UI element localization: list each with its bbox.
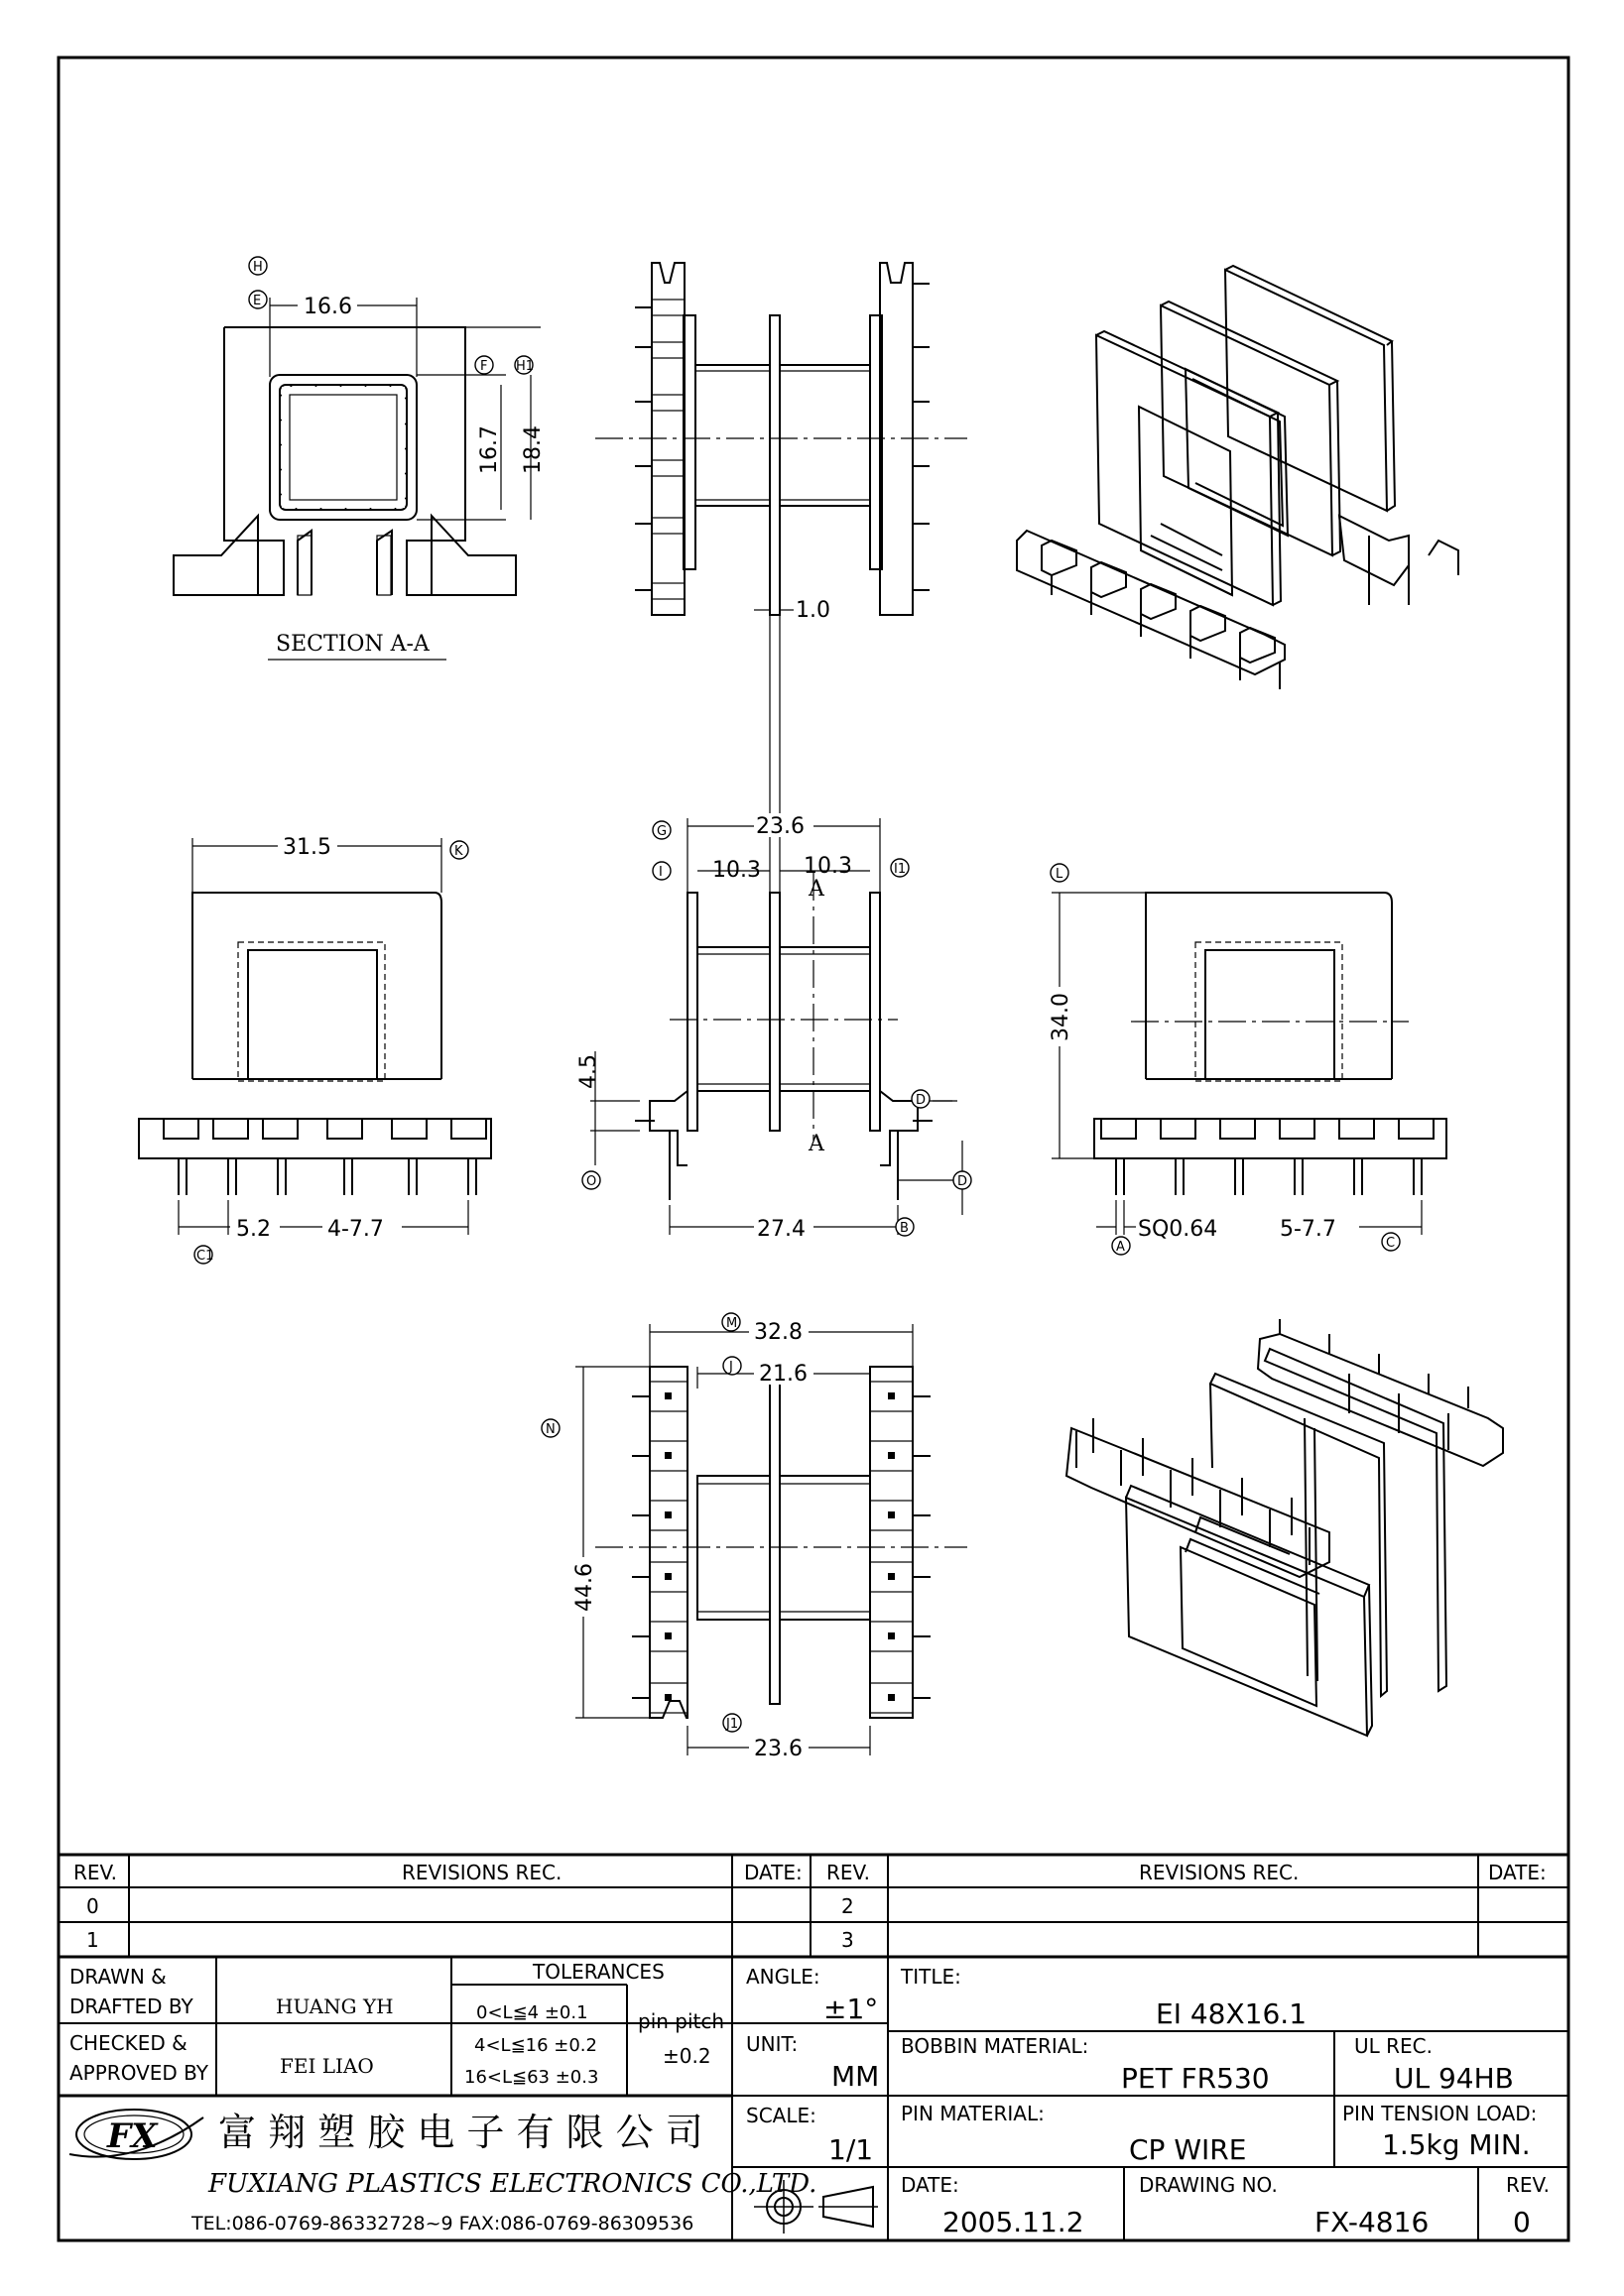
- marker-j1: J1: [726, 1717, 739, 1732]
- angle-value: ±1°: [823, 1993, 879, 2025]
- section-a-top: A: [809, 877, 824, 902]
- company-logo: [69, 2110, 203, 2159]
- front-view-center: [576, 813, 971, 1242]
- checked-by-value: FEI LIAO: [280, 2054, 374, 2078]
- checked-label-1: CHECKED &: [69, 2031, 187, 2055]
- marker-g: G: [657, 824, 668, 839]
- drawn-label-1: DRAWN &: [69, 1965, 167, 1989]
- front-center-overall-dim: 23.6: [756, 814, 805, 839]
- marker-m: M: [726, 1316, 738, 1331]
- pin-pitch-label: pin pitch: [638, 2009, 725, 2033]
- flange-dim: 1.0: [796, 598, 830, 623]
- isometric-bottom: [1066, 1319, 1503, 1736]
- front-center-pin-span-dim: 27.4: [757, 1217, 806, 1242]
- section-title: SECTION A-A: [276, 632, 430, 657]
- pin-material-value: CP WIRE: [1129, 2133, 1247, 2166]
- bottom-inner-dim: 21.6: [759, 1362, 808, 1387]
- drawn-label-2: DRAFTED BY: [69, 1994, 193, 2018]
- tolerances-label: TOLERANCES: [533, 1960, 665, 1984]
- marker-c: C: [1386, 1236, 1396, 1251]
- date-label: DATE:: [901, 2173, 959, 2197]
- side-view-top: [595, 263, 967, 1041]
- marker-c1: C1: [196, 1249, 214, 1264]
- marker-e: E: [253, 294, 262, 308]
- scale-value: 1/1: [828, 2133, 874, 2166]
- marker-j: J: [729, 1360, 733, 1375]
- front-view-left: [139, 833, 491, 1264]
- tolerance-row-2: 4<L≦16 ±0.2: [474, 2035, 597, 2056]
- logo-text: FX: [107, 2116, 158, 2156]
- angle-label: ANGLE:: [746, 1965, 820, 1989]
- rev-row-1: 1: [86, 1928, 99, 1952]
- drawing-no-value: FX-4816: [1314, 2206, 1430, 2238]
- front-right-spacing-dim: 5-7.7: [1280, 1217, 1336, 1242]
- front-center-base-dim: 4.5: [576, 1054, 601, 1089]
- rev-row-0: 0: [86, 1894, 99, 1918]
- rev-row-3: 3: [841, 1928, 854, 1952]
- bottom-height-dim: 44.6: [572, 1563, 597, 1612]
- front-left-pitch-dim: 5.2: [236, 1217, 271, 1242]
- marker-i: I: [659, 865, 663, 880]
- unit-label: UNIT:: [746, 2032, 799, 2056]
- scale-label: SCALE:: [746, 2104, 816, 2127]
- section-inner-height-dim: 16.7: [477, 425, 502, 474]
- marker-h: H: [253, 260, 263, 275]
- marker-n: N: [546, 1422, 556, 1437]
- pin-material-label: PIN MATERIAL:: [901, 2102, 1045, 2125]
- title-label: TITLE:: [901, 1965, 961, 1989]
- marker-o: O: [586, 1174, 597, 1189]
- ul-value: UL 94HB: [1394, 2062, 1514, 2095]
- marker-d2: D: [957, 1174, 968, 1189]
- marker-i1: I1: [894, 862, 907, 877]
- company-name-en: FUXIANG PLASTICS ELECTRONICS CO.,LTD.: [208, 2169, 817, 2199]
- rev-row-2: 2: [841, 1894, 854, 1918]
- drawn-by-value: HUANG YH: [276, 1994, 394, 2018]
- marker-b: B: [900, 1221, 909, 1236]
- front-right-height-dim: 34.0: [1049, 993, 1073, 1041]
- section-a-bottom: A: [809, 1132, 824, 1156]
- bobbin-material-value: PET FR530: [1121, 2062, 1270, 2095]
- revisions-header-right: REVISIONS REC.: [1139, 1861, 1300, 1884]
- bottom-overall-dim: 32.8: [754, 1320, 803, 1345]
- front-left-spacing-dim: 4-7.7: [327, 1217, 384, 1242]
- company-name-cn: 富 翔 塑 胶 电 子 有 限 公 司: [218, 2111, 703, 2154]
- rev-header-right: REV.: [826, 1861, 870, 1884]
- title-value: EI 48X16.1: [1156, 1997, 1308, 2030]
- rev-label: REV.: [1506, 2173, 1550, 2197]
- front-center-left-gap-dim: 10.3: [712, 858, 761, 883]
- isometric-top: [1017, 266, 1458, 689]
- marker-d: D: [916, 1093, 927, 1108]
- section-width-dim: 16.6: [304, 295, 352, 319]
- front-left-width-dim: 31.5: [283, 835, 331, 860]
- tolerance-row-1: 0<L≦4 ±0.1: [476, 2002, 588, 2023]
- pin-tension-label: PIN TENSION LOAD:: [1342, 2102, 1538, 2125]
- marker-k: K: [454, 844, 463, 859]
- unit-value: MM: [831, 2060, 880, 2093]
- tolerance-row-3: 16<L≦63 ±0.3: [464, 2067, 599, 2088]
- rev-value: 0: [1513, 2206, 1531, 2238]
- marker-l: L: [1056, 867, 1063, 882]
- pin-pitch-tol: ±0.2: [663, 2044, 711, 2068]
- pin-tension-value: 1.5kg MIN.: [1382, 2128, 1531, 2161]
- drawing-no-label: DRAWING NO.: [1139, 2173, 1278, 2197]
- bottom-width-dim: 23.6: [754, 1737, 803, 1761]
- rev-header-left: REV.: [73, 1861, 117, 1884]
- title-block: [59, 1855, 1568, 2240]
- date-value: 2005.11.2: [942, 2206, 1084, 2238]
- date-header-left: DATE:: [744, 1861, 803, 1884]
- ul-label: UL REC.: [1354, 2034, 1433, 2058]
- date-header-right: DATE:: [1488, 1861, 1547, 1884]
- bottom-view: [542, 1313, 967, 1761]
- checked-label-2: APPROVED BY: [69, 2061, 209, 2085]
- marker-h1: H1: [516, 359, 535, 374]
- section-outer-height-dim: 18.4: [521, 425, 546, 474]
- company-contact: TEL:086-0769-86332728~9 FAX:086-0769-86309536: [191, 2213, 694, 2235]
- section-a-a-view: [174, 257, 546, 660]
- front-right-pin-size-dim: SQ0.64: [1138, 1217, 1218, 1242]
- front-view-right: [1044, 864, 1446, 1255]
- marker-a: A: [1116, 1240, 1125, 1255]
- marker-f: F: [480, 359, 488, 374]
- revisions-header-left: REVISIONS REC.: [402, 1861, 562, 1884]
- front-center-right-gap-dim: 10.3: [804, 854, 852, 879]
- bobbin-material-label: BOBBIN MATERIAL:: [901, 2034, 1089, 2058]
